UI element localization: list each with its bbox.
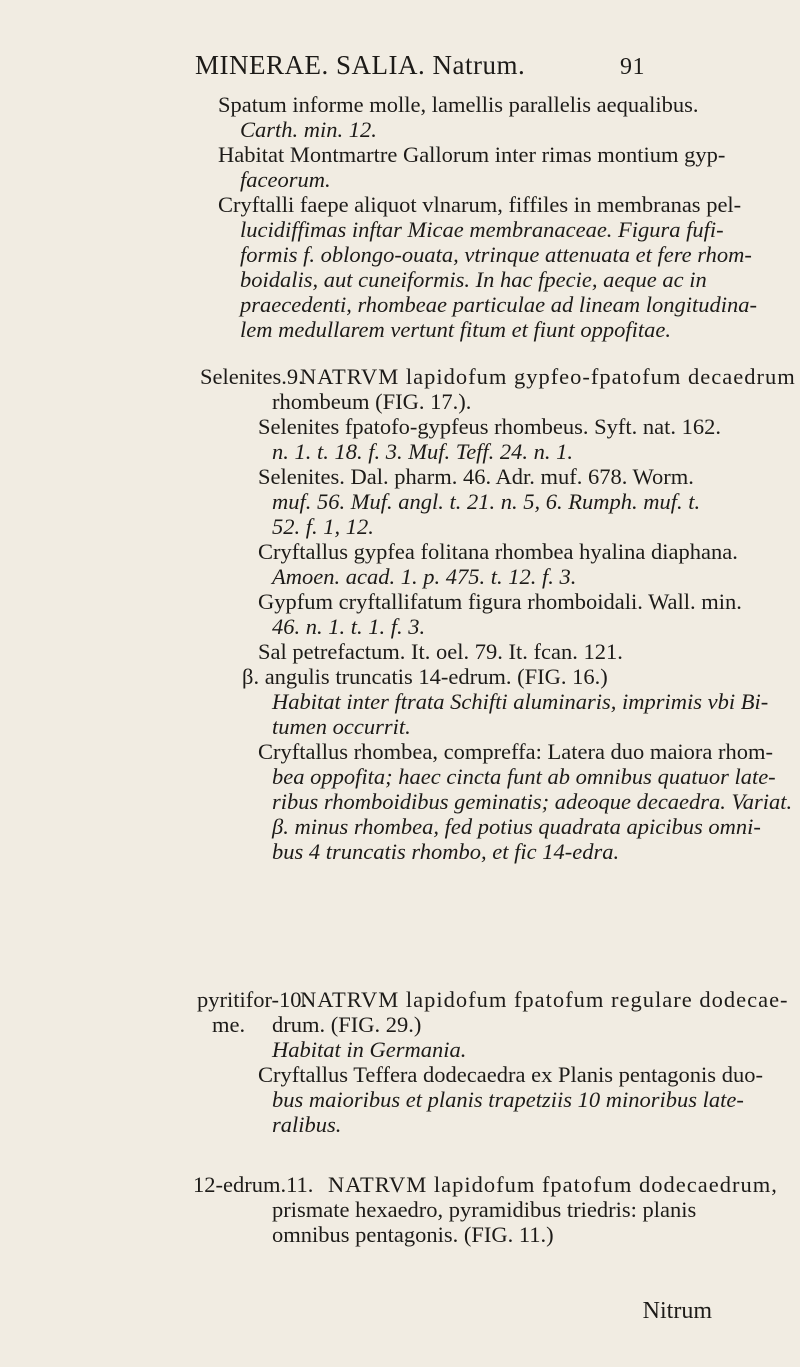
text-line: n. 1. t. 18. f. 3. Muf. Teff. 24. n. 1. [272,439,574,464]
entry-9-body [242,389,793,864]
entry-11-body [272,1197,696,1247]
text-line: boidalis, aut cuneiformis. In hac fpecie, aeque ac in [240,267,707,292]
text-line: lem medullarem vertunt fitum et fiunt oppofitae. [240,317,671,342]
text-line: β. angulis truncatis 14-edrum. (FIG. 16.) [242,664,608,689]
entry-10-body [258,1012,763,1137]
running-head [195,50,645,81]
text-line: Selenites fpatofo-gypfeus rhombeus. Syft. nat. 162. [258,414,722,439]
text-line: muf. 56. Muf. angl. t. 21. n. 5, 6. Rumph. muf. t. [272,489,701,514]
text-line: bus maioribus et planis trapetziis 10 minoribus late- [272,1087,744,1112]
catchword: Nitrum [642,1298,712,1324]
text-line: Spatum informe molle, lamellis parallelis aequalibus. [218,92,699,117]
text-line: tumen occurrit. [272,714,411,739]
text-line: NATRVM lapidofum gypfeo-fpatofum decaedrum [300,364,796,389]
text-line: NATRVM lapidofum fpatofum dodecaedrum, [328,1172,778,1197]
text-line: Habitat inter ftrata Schifti aluminaris, imprimis vbi Bi- [272,689,769,714]
text-line: Cryftallus Teffera dodecaedra ex Planis pentagonis duo- [258,1062,763,1087]
text-line: ribus rhomboidibus geminatis; adeoque decaedra. Variat. [272,789,793,814]
paragraph-spatum [218,92,757,342]
margin-label-12-edrum: 12-edrum.11. [193,1172,314,1197]
text-line: lucidiffimas inftar Micae membranaceae. Figura fufi- [240,217,724,242]
text-line: Gypfum cryftallifatum figura rhomboidali. Wall. min. [258,589,742,614]
text-line: Cryftallus gypfea folitana rhombea hyalina diaphana. [258,539,738,564]
text-line: praecedenti, rhombeae particulae ad lineam longitudina- [240,292,757,317]
text-line: faceorum. [240,167,331,192]
entry-11 [328,1172,778,1197]
text-line: Selenites. Dal. pharm. 46. Adr. muf. 678. Worm. [258,464,694,489]
page-number: 91 [620,54,645,80]
text-line: Amoen. acad. 1. p. 475. t. 12. f. 3. [272,564,577,589]
entry-10 [300,987,789,1012]
text-line: formis f. oblongo-ouata, vtrinque attenuata et fere rhom- [240,242,752,267]
text-line: β. minus rhombea, fed potius quadrata apicibus omni- [272,814,761,839]
entry-9 [300,364,796,389]
text-line: drum. (FIG. 29.) [272,1012,422,1037]
text-line: 52. f. 1, 12. [272,514,374,539]
text-line: NATRVM lapidofum fpatofum regulare dodecae- [300,987,789,1012]
text-line: omnibus pentagonis. (FIG. 11.) [272,1222,554,1247]
margin-label-pyritiforme: pyritifor-10. [197,987,308,1012]
margin-label-pyritiforme-2: me. [212,1012,246,1037]
text-line: Habitat in Germania. [272,1037,467,1062]
text-line: bea oppofita; haec cincta funt ab omnibus quatuor late- [272,764,776,789]
margin-label-selenites: Selenites.9. [200,364,304,389]
text-line: Cryftalli faepe aliquot vlnarum, fiffiles in membranas pel- [218,192,742,217]
text-line: ralibus. [272,1112,342,1137]
text-line: prismate hexaedro, pyramidibus triedris: planis [272,1197,697,1222]
text-line: rhombeum (FIG. 17.). [272,389,472,414]
text-line: 46. n. 1. t. 1. f. 3. [272,614,426,639]
text-line: Sal petrefactum. It. oel. 79. It. fcan. 121. [258,639,623,664]
text-line: bus 4 truncatis rhombo, et fic 14-edra. [272,839,620,864]
running-title: MINERAE. SALIA. Natrum. [195,50,526,80]
text-line: Habitat Montmartre Gallorum inter rimas montium gyp- [218,142,726,167]
text-line: Carth. min. 12. [240,117,377,142]
text-line: Cryftallus rhombea, compreffa: Latera duo maiora rhom- [258,739,774,764]
